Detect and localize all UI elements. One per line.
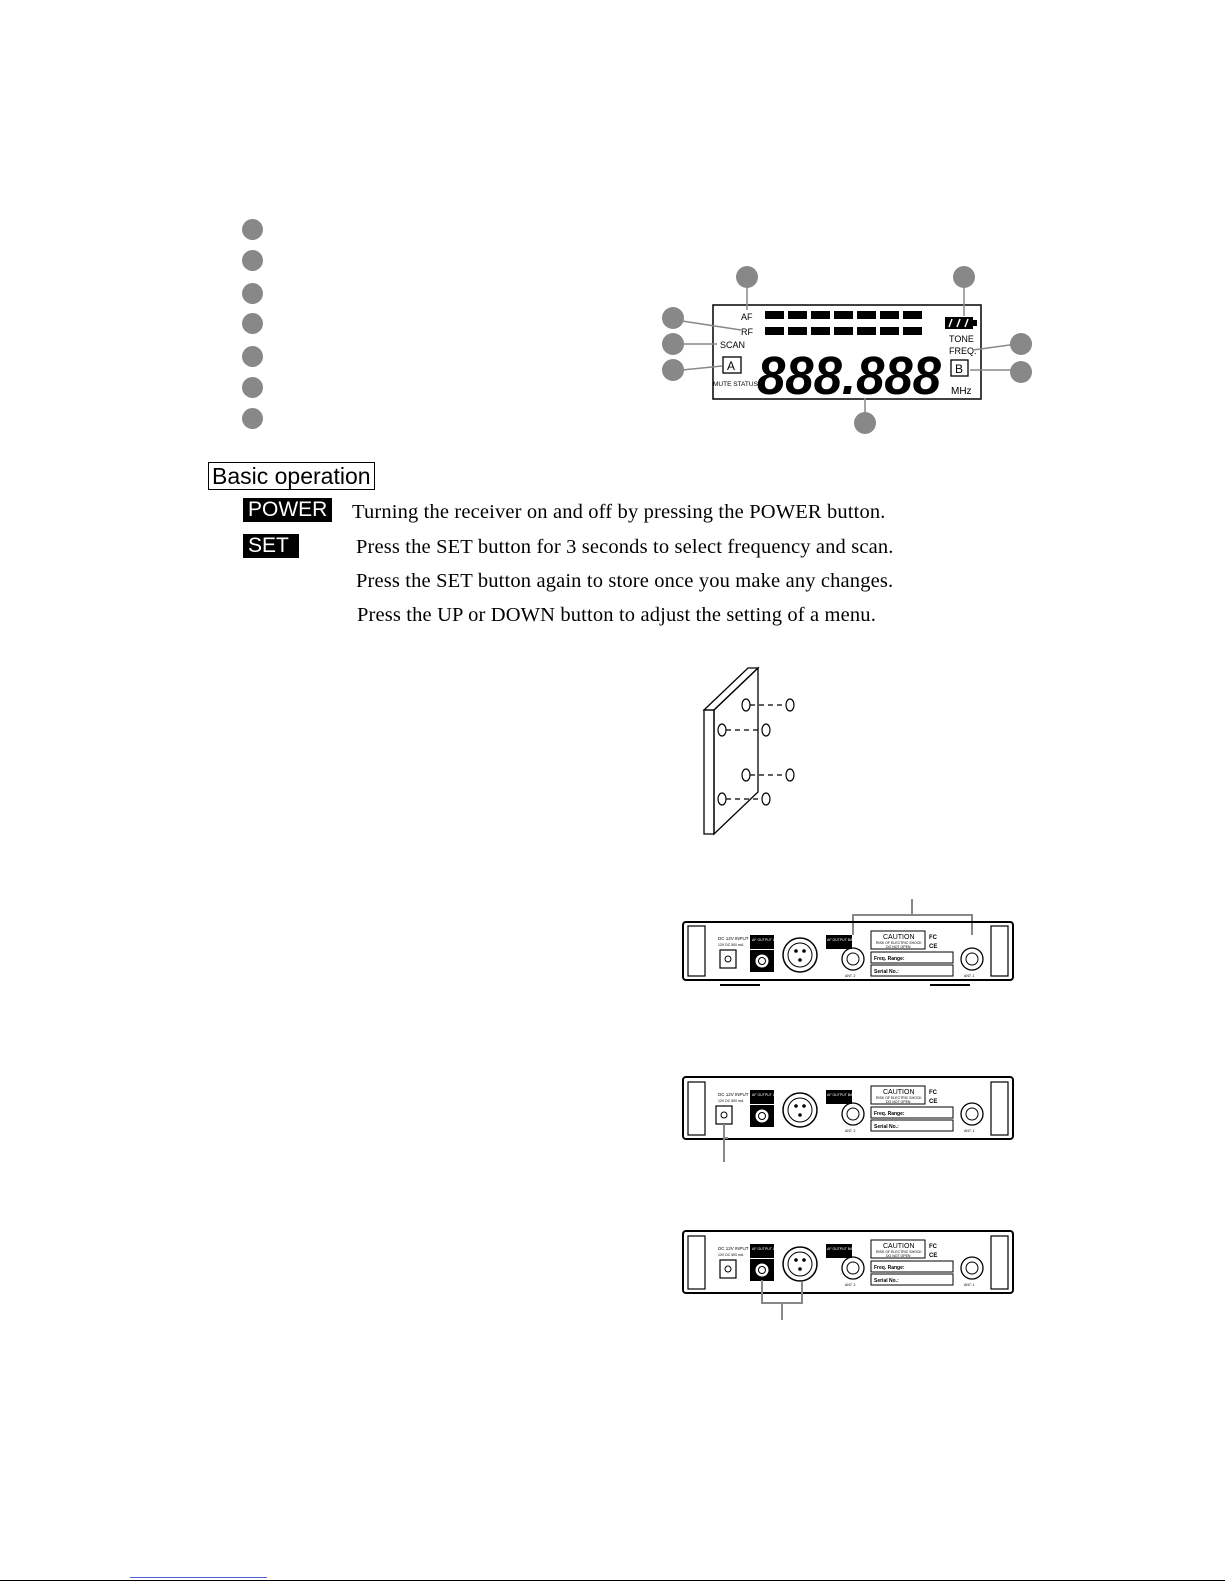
callout-dot bbox=[662, 307, 684, 329]
frequency-readout: 888.888 bbox=[757, 346, 941, 406]
dc-input-label: DC 12V INPUT bbox=[718, 1246, 749, 1251]
caution-sub-2: DO NOT OPEN bbox=[886, 1100, 911, 1104]
af-output-bal-label: AF OUTPUT BALANCED bbox=[827, 938, 867, 942]
freq-range-label: Freq. Range: bbox=[874, 1265, 905, 1271]
ant-1-label: ANT. 1 bbox=[964, 974, 975, 978]
af-output-bal-label: AF OUTPUT BALANCED bbox=[827, 1093, 867, 1097]
af-output-bal-label: AF OUTPUT BALANCED bbox=[827, 1247, 867, 1251]
tone-label: TONE bbox=[949, 334, 974, 344]
set-label: SET bbox=[243, 534, 299, 558]
ce-mark: CE bbox=[929, 1253, 938, 1259]
ant-2-label: ANT. 2 bbox=[845, 974, 856, 978]
caution-sub-2: DO NOT OPEN bbox=[886, 1254, 911, 1258]
set-description-line-2: Press the SET button again to store once you make any changes. bbox=[356, 570, 894, 592]
dc-input-label: DC 12V INPUT bbox=[718, 1092, 749, 1097]
callout-bullet-6 bbox=[242, 377, 263, 398]
af-label: AF bbox=[741, 312, 753, 322]
dc-spec-label: 12V DC 500 mA bbox=[718, 1099, 744, 1103]
footer-link-underline[interactable] bbox=[130, 1577, 267, 1578]
caution-label: CAUTION bbox=[883, 1089, 915, 1096]
mhz-label: MHz bbox=[951, 386, 972, 397]
rf-meter-bars bbox=[765, 327, 922, 335]
freq-range-label: Freq. Range: bbox=[874, 956, 905, 962]
callout-dot bbox=[736, 266, 758, 288]
dc-spec-label: 12V DC 500 mA bbox=[718, 1253, 744, 1257]
fc-mark: FC bbox=[929, 1090, 937, 1096]
serial-no-label: Serial No.: bbox=[874, 1124, 899, 1130]
ant-2-label: ANT. 2 bbox=[845, 1283, 856, 1287]
set-description-line-1: Press the SET button for 3 seconds to select frequency and scan. bbox=[356, 536, 894, 558]
caution-sub-1: RISK OF ELECTRIC SHOCK bbox=[876, 941, 922, 945]
callout-dot bbox=[662, 333, 684, 355]
mute-status-label: MUTE STATUS bbox=[713, 381, 758, 388]
ce-mark: CE bbox=[929, 944, 938, 950]
ant-1-label: ANT. 1 bbox=[964, 1129, 975, 1133]
footer-rule bbox=[0, 1580, 1225, 1581]
af-meter-bars bbox=[765, 311, 922, 319]
ant-2-label: ANT. 2 bbox=[845, 1129, 856, 1133]
channel-b-label: B bbox=[955, 362, 964, 376]
callout-bullet-2 bbox=[242, 250, 263, 271]
callout-bullet-5 bbox=[242, 346, 263, 367]
caution-sub-2: DO NOT OPEN bbox=[886, 945, 911, 949]
scan-label: SCAN bbox=[720, 340, 746, 350]
dc-input-label: DC 12V INPUT bbox=[718, 936, 749, 941]
rack-ear-diagram bbox=[690, 660, 820, 840]
power-description: Turning the receiver on and off by pressing the POWER button. bbox=[352, 501, 886, 523]
battery-icon bbox=[945, 317, 977, 329]
caution-sub-1: RISK OF ELECTRIC SHOCK bbox=[876, 1250, 922, 1254]
callout-bullet-3 bbox=[242, 283, 263, 304]
af-output-unbal-label: AF OUTPUT UNBAL. bbox=[752, 938, 786, 942]
caution-label: CAUTION bbox=[883, 1243, 915, 1250]
fc-mark: FC bbox=[929, 1244, 937, 1250]
rear-panel-dc-input bbox=[680, 1072, 1020, 1164]
callout-dot bbox=[854, 412, 876, 434]
rear-panel-antenna bbox=[680, 895, 1020, 995]
callout-dot bbox=[662, 359, 684, 381]
ant-1-label: ANT. 1 bbox=[964, 1283, 975, 1287]
power-label: POWER bbox=[243, 498, 332, 522]
af-output-unbal-label: AF OUTPUT UNBAL. bbox=[752, 1247, 786, 1251]
set-description-line-3: Press the UP or DOWN button to adjust the setting of a menu. bbox=[357, 604, 876, 626]
rear-panel-audio-output bbox=[680, 1228, 1020, 1323]
caution-label: CAUTION bbox=[883, 934, 915, 941]
af-output-unbal-label: AF OUTPUT UNBAL. bbox=[752, 1093, 786, 1097]
callout-bullet-4 bbox=[242, 313, 263, 334]
dc-spec-label: 12V DC 500 mA bbox=[718, 943, 744, 947]
lcd-display-diagram bbox=[655, 258, 1040, 438]
caution-sub-1: RISK OF ELECTRIC SHOCK bbox=[876, 1096, 922, 1100]
freq-range-label: Freq. Range: bbox=[874, 1111, 905, 1117]
ce-mark: CE bbox=[929, 1099, 938, 1105]
section-title-basic-operation: Basic operation bbox=[208, 462, 375, 490]
freq-label: FREQ. bbox=[949, 346, 977, 356]
rf-label: RF bbox=[741, 327, 753, 337]
serial-no-label: Serial No.: bbox=[874, 1278, 899, 1284]
callout-bullet-1 bbox=[242, 219, 263, 240]
callout-dot bbox=[1010, 333, 1032, 355]
callout-dot bbox=[1010, 361, 1032, 383]
callout-dot bbox=[953, 266, 975, 288]
channel-a-label: A bbox=[727, 359, 736, 373]
serial-no-label: Serial No.: bbox=[874, 969, 899, 975]
callout-bullet-7 bbox=[242, 408, 263, 429]
fc-mark: FC bbox=[929, 935, 937, 941]
